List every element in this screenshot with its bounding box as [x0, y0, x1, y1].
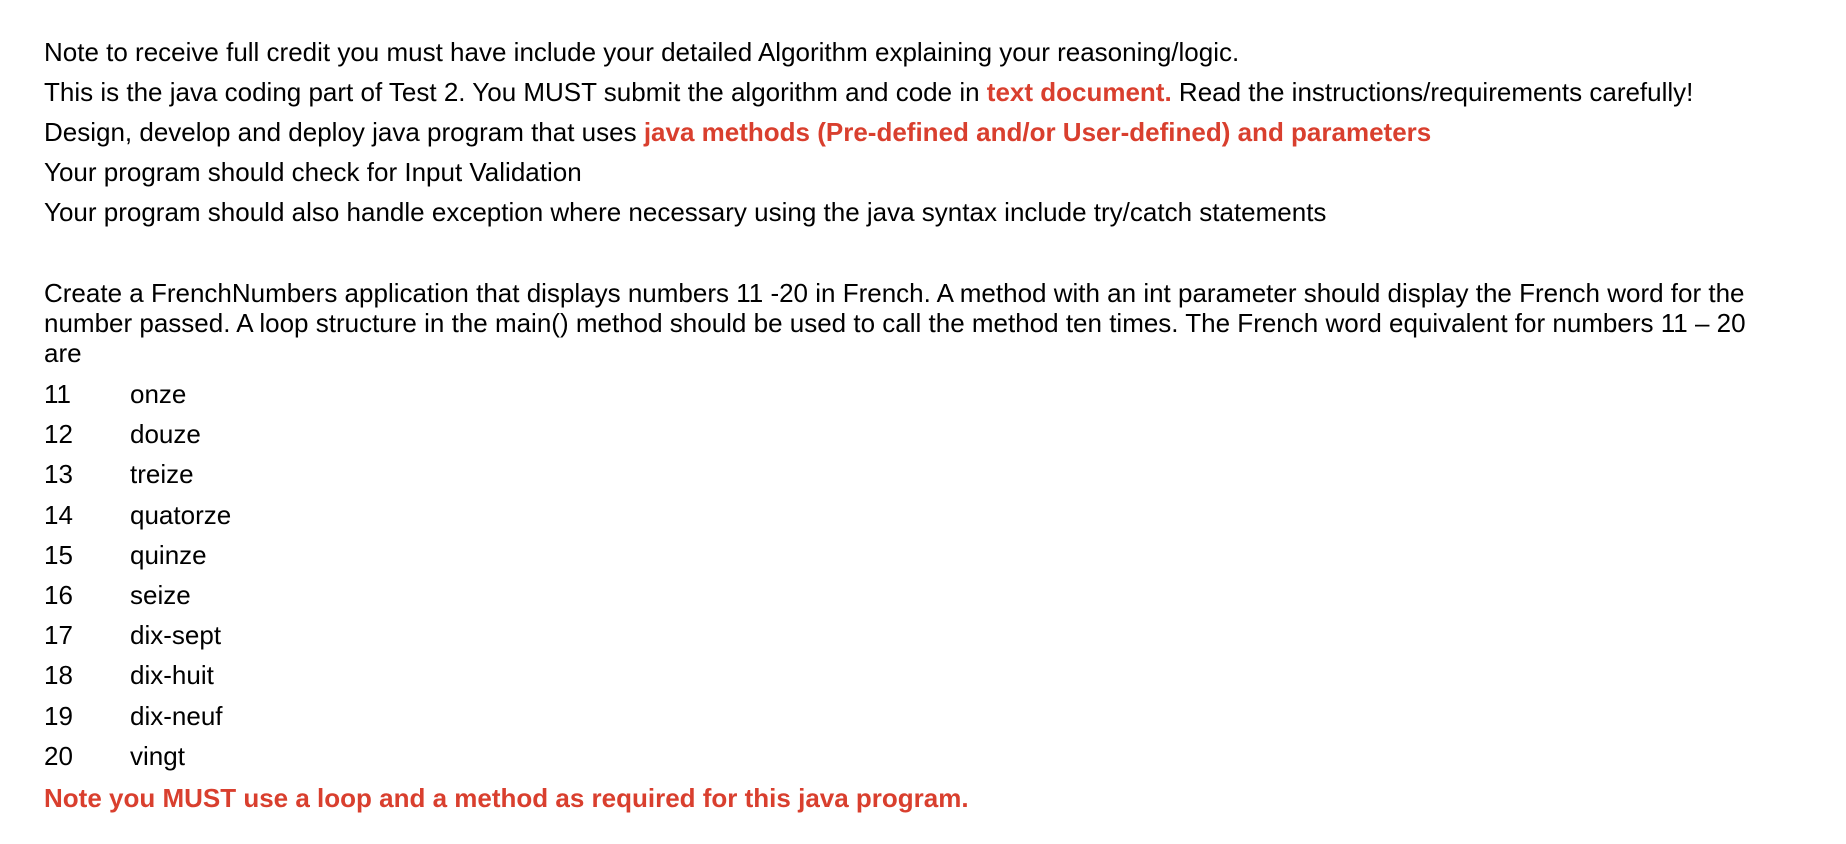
number-row [44, 459, 194, 489]
french-word: onze [130, 379, 187, 409]
number-value: 12 [44, 419, 73, 450]
submission-text-start: This is the java coding part of Test 2. You MUST submit the algorithm and code in [44, 77, 987, 107]
submission-instruction-line [44, 77, 1693, 107]
number-row [44, 500, 231, 530]
french-word: quinze [130, 539, 207, 570]
java-methods-highlight: java methods (Pre-defined and/or User-defined) and parameters [643, 117, 1432, 147]
number-row [44, 620, 221, 650]
final-requirement-note: Note you MUST use a loop and a method as required for this java program. [44, 783, 969, 813]
french-word: dix-neuf [130, 700, 223, 731]
exception-handling-line [44, 197, 1326, 227]
french-word: dix-huit [130, 660, 214, 691]
french-word: treize [130, 459, 194, 490]
number-row [44, 701, 223, 731]
number-value: 11 [44, 379, 71, 409]
number-row [44, 540, 207, 570]
number-row [44, 419, 201, 449]
french-word: vingt [130, 740, 185, 771]
number-row [44, 580, 191, 610]
number-value: 19 [44, 700, 73, 731]
number-row [44, 660, 214, 690]
french-word: seize [130, 580, 191, 610]
french-word: quatorze [130, 499, 232, 530]
number-value: 13 [44, 459, 73, 490]
submission-text-end: Read the instructions/requirements carefully! [1171, 77, 1694, 107]
number-row [44, 741, 185, 771]
credit-note-line [44, 37, 1239, 67]
number-row [44, 379, 186, 409]
text-document-highlight: text document. [986, 77, 1172, 107]
number-value: 15 [44, 539, 73, 570]
number-value: 20 [44, 740, 73, 771]
number-value: 14 [44, 499, 73, 530]
credit-note-text: Note to receive full credit you must have include your detailed Algorithm explaining your reasoning/logic. [44, 37, 1240, 67]
french-word: dix-sept [130, 620, 222, 651]
exception-handling-text: Your program should also handle exception where necessary using the java syntax include try/catch statements [44, 197, 1327, 227]
number-value: 16 [44, 580, 73, 610]
design-requirement-line [44, 117, 1431, 147]
design-text-start: Design, develop and deploy java program that uses [44, 117, 644, 147]
assignment-description: Create a FrenchNumbers application that displays numbers 11 -20 in French. A method with an int parameter should display the French word for the number passed. A loop structure in the main() method should be used to call the method ten times. The French word equivalent for numbers 11 – 20 are [44, 278, 1746, 368]
input-validation-line [44, 157, 582, 187]
number-value: 18 [44, 660, 73, 691]
french-word: douze [130, 419, 201, 450]
input-validation-text: Your program should check for Input Validation [44, 157, 582, 187]
number-value: 17 [44, 620, 73, 651]
